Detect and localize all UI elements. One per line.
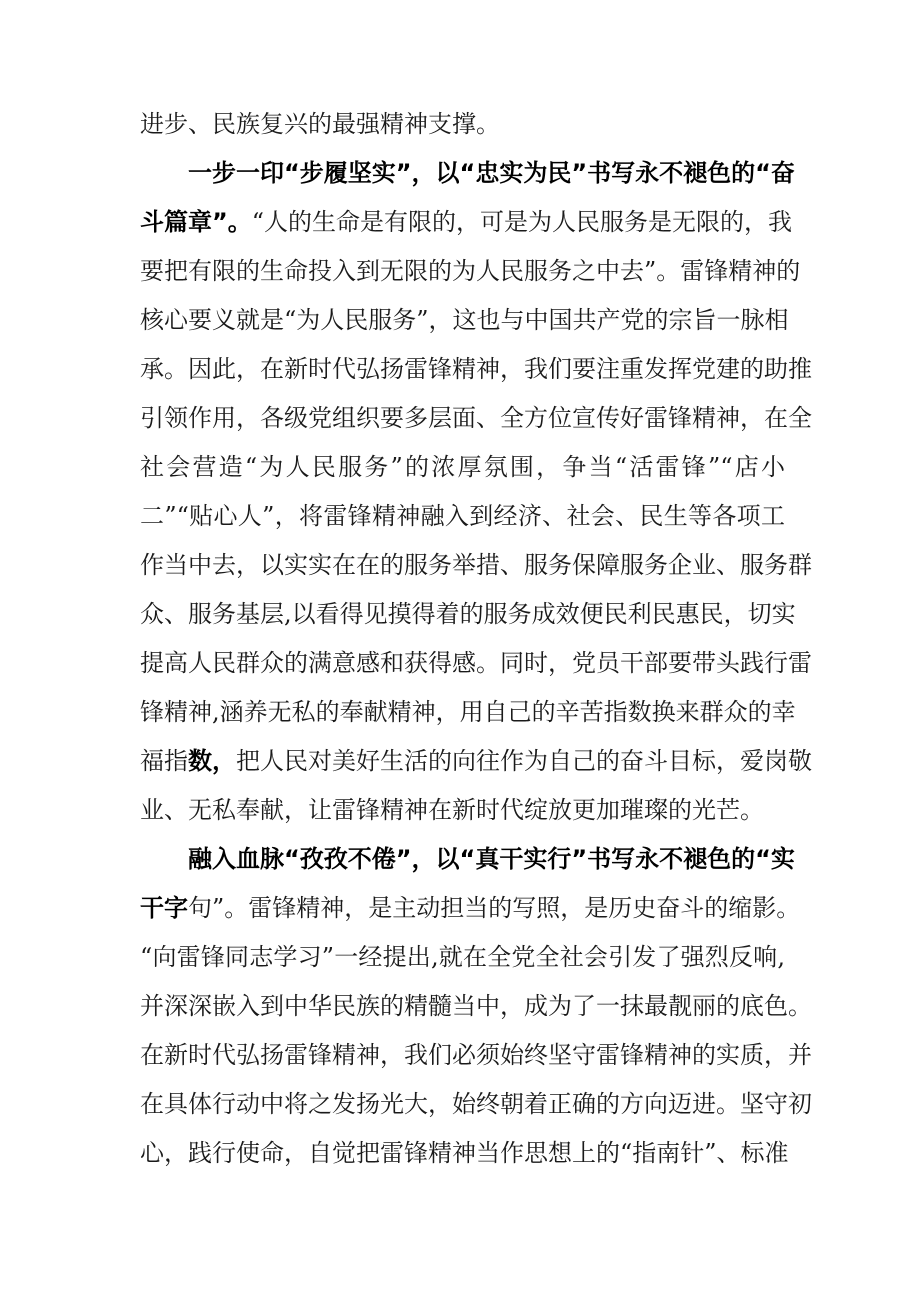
paragraph-2-line-11: 提高人民群众的满意感和获得感。同时，党员干部要带头践行雷 [140, 649, 812, 677]
paragraph-2-heading-part-1: 一步一印“步履坚实”，以“忠实为民”书写永不褪色的“奋 [188, 159, 795, 187]
paragraph-3-line-1 [140, 835, 795, 884]
paragraph-3-line-3: “向雷锋同志学习”一经提出,就在全党全社会引发了强烈反响, [140, 943, 785, 971]
paragraph-2-bold-fragment: 数， [188, 747, 236, 775]
paragraph-1-line-1: 进步、民族复兴的最强精神支撑。 [140, 110, 500, 138]
paragraph-2-text-pre: 福指 [140, 747, 188, 775]
paragraph-3-heading-part-1: 融入血脉“孜孜不倦”，以“真干实行”书写永不褪色的“实 [188, 845, 795, 873]
paragraph-3-line-7: 心，践行使命，自觉把雷锋精神当作思想上的“指南针”、标准 [140, 1139, 789, 1167]
paragraph-2-line-14: 业、无私奉献，让雷锋精神在新时代绽放更加璀璨的光芒。 [140, 796, 764, 824]
paragraph-2-line-4: 核心要义就是“为人民服务”，这也与中国共产党的宗旨一脉相 [140, 306, 789, 334]
paragraph-2-line-8: 二”“贴心人”，将雷锋精神融入到经济、社会、民生等各项工 [140, 502, 785, 530]
paragraph-2-line-9: 作当中去，以实实在在的服务举措、服务保障服务企业、服务群 [140, 551, 812, 579]
paragraph-2-line-10: 众、服务基层,以看得见摸得着的服务成效便民利民惠民，切实 [140, 600, 796, 628]
paragraph-2-text-rest: 把人民对美好生活的向往作为自己的奋斗目标，爱岗敬 [236, 747, 812, 775]
paragraph-2-line-5: 承。因此，在新时代弘扬雷锋精神，我们要注重发挥党建的助推 [140, 355, 812, 383]
paragraph-3-heading-part-2: 干字 [140, 894, 188, 922]
paragraph-3-line-4: 并深深嵌入到中华民族的精髓当中，成为了一抹最靓丽的底色。 [140, 992, 812, 1020]
document-body [140, 100, 812, 1178]
paragraph-2-line-2 [140, 198, 793, 247]
paragraph-2-line-1 [140, 149, 795, 198]
paragraph-2-line-7: 社会营造“为人民服务”的浓厚氛围，争当“活雷锋”“店小 [140, 453, 785, 481]
paragraph-2-heading-part-2: 斗篇章”。 [140, 208, 252, 236]
paragraph-3-line-2 [140, 884, 801, 933]
paragraph-2-line-12: 锋精神,涵养无私的奉献精神，用自己的辛苦指数换来群众的幸 [140, 698, 796, 726]
paragraph-2-line-13 [140, 737, 812, 786]
paragraph-2-line-3: 要把有限的生命投入到无限的为人民服务之中去”。雷锋精神的 [140, 257, 801, 285]
paragraph-2-text: “人的生命是有限的，可是为人民服务是无限的，我 [251, 208, 793, 236]
paragraph-3-line-5: 在新时代弘扬雷锋精神，我们必须始终坚守雷锋精神的实质，并 [140, 1041, 812, 1069]
paragraph-3-text: 句”。雷锋精神，是主动担当的写照，是历史奋斗的缩影。 [188, 894, 801, 922]
paragraph-3-line-6: 在具体行动中将之发扬光大，始终朝着正确的方向迈进。坚守初 [140, 1090, 812, 1118]
paragraph-2-line-6: 引领作用，各级党组织要多层面、全方位宣传好雷锋精神，在全 [140, 404, 812, 432]
